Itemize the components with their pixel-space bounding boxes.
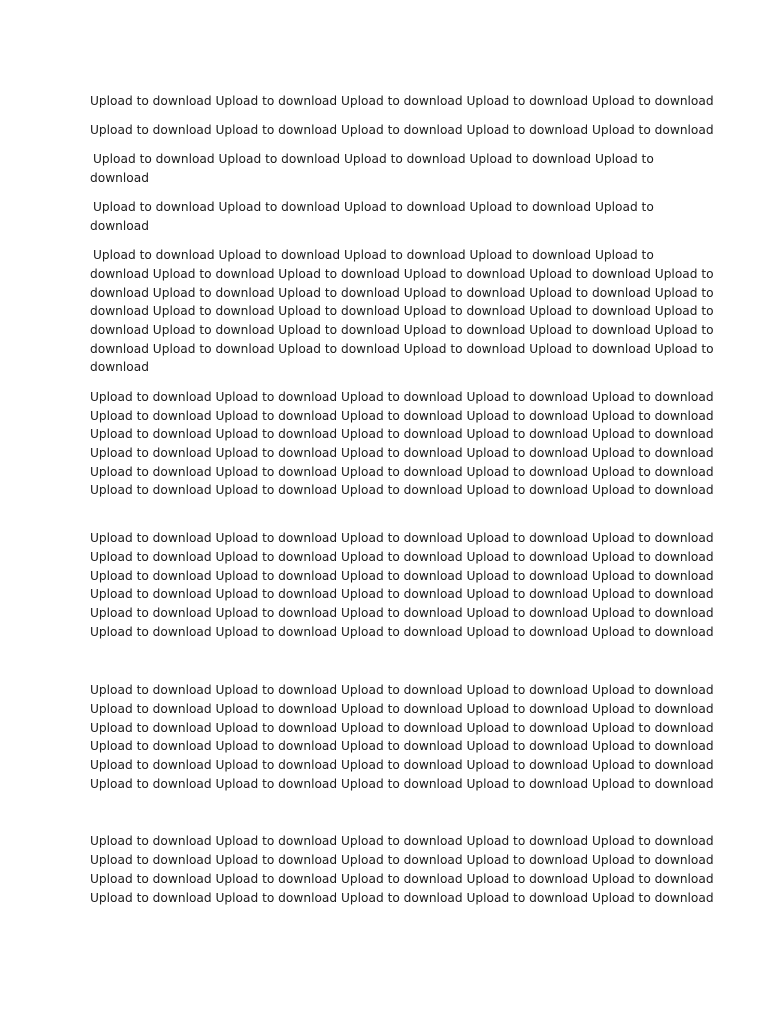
paragraph-5-line-4: download Upload to download Upload to download Upload to download Upload to download Upload to	[90, 304, 714, 318]
paragraph-3-line-2: download	[90, 171, 149, 185]
paragraph-2-line-1: Upload to download Upload to download Upload to download Upload to download Upload to download	[90, 123, 714, 137]
paragraph-9-line-3: Upload to download Upload to download Upload to download Upload to download Upload to download	[90, 872, 714, 886]
paragraph-1-line-1: Upload to download Upload to download Upload to download Upload to download Upload to download	[90, 94, 714, 108]
paragraph-8-line-6: Upload to download Upload to download Upload to download Upload to download Upload to download	[90, 777, 714, 791]
paragraph-4-line-2: download	[90, 219, 149, 233]
paragraph-6-line-4: Upload to download Upload to download Upload to download Upload to download Upload to download	[90, 446, 714, 460]
paragraph-8-line-2: Upload to download Upload to download Upload to download Upload to download Upload to download	[90, 702, 714, 716]
paragraph-7-line-5: Upload to download Upload to download Upload to download Upload to download Upload to download	[90, 606, 714, 620]
paragraph-9-line-4: Upload to download Upload to download Upload to download Upload to download Upload to download	[90, 891, 714, 905]
paragraph-8-line-3: Upload to download Upload to download Upload to download Upload to download Upload to download	[90, 721, 714, 735]
paragraph-6-line-3: Upload to download Upload to download Upload to download Upload to download Upload to download	[90, 427, 714, 441]
paragraph-3-line-1: Upload to download Upload to download Upload to download Upload to download Upload to	[93, 152, 654, 166]
paragraph-5-line-5: download Upload to download Upload to download Upload to download Upload to download Upload to	[90, 323, 714, 337]
paragraph-5-line-1: Upload to download Upload to download Upload to download Upload to download Upload to	[93, 248, 654, 262]
paragraph-4-line-1: Upload to download Upload to download Upload to download Upload to download Upload to	[93, 200, 654, 214]
paragraph-7-line-3: Upload to download Upload to download Upload to download Upload to download Upload to download	[90, 569, 714, 583]
paragraph-8-line-1: Upload to download Upload to download Upload to download Upload to download Upload to download	[90, 683, 714, 697]
paragraph-5-line-7: download	[90, 360, 149, 374]
paragraph-5-line-2: download Upload to download Upload to download Upload to download Upload to download Upload to	[90, 267, 714, 281]
paragraph-6-line-2: Upload to download Upload to download Upload to download Upload to download Upload to download	[90, 409, 714, 423]
paragraph-6-line-5: Upload to download Upload to download Upload to download Upload to download Upload to download	[90, 465, 714, 479]
paragraph-5-line-6: download Upload to download Upload to download Upload to download Upload to download Upload to	[90, 342, 714, 356]
paragraph-6-line-6: Upload to download Upload to download Upload to download Upload to download Upload to download	[90, 483, 714, 497]
paragraph-8-line-4: Upload to download Upload to download Upload to download Upload to download Upload to download	[90, 739, 714, 753]
paragraph-7-line-1: Upload to download Upload to download Upload to download Upload to download Upload to download	[90, 531, 714, 545]
paragraph-7-line-6: Upload to download Upload to download Upload to download Upload to download Upload to download	[90, 625, 714, 639]
paragraph-7-line-4: Upload to download Upload to download Upload to download Upload to download Upload to download	[90, 587, 714, 601]
paragraph-7-line-2: Upload to download Upload to download Upload to download Upload to download Upload to download	[90, 550, 714, 564]
paragraph-9-line-1: Upload to download Upload to download Upload to download Upload to download Upload to download	[90, 834, 714, 848]
paragraph-5-line-3: download Upload to download Upload to download Upload to download Upload to download Upload to	[90, 286, 714, 300]
paragraph-9-line-2: Upload to download Upload to download Upload to download Upload to download Upload to download	[90, 853, 714, 867]
paragraph-6-line-1: Upload to download Upload to download Upload to download Upload to download Upload to download	[90, 390, 714, 404]
paragraph-8-line-5: Upload to download Upload to download Upload to download Upload to download Upload to download	[90, 758, 714, 772]
